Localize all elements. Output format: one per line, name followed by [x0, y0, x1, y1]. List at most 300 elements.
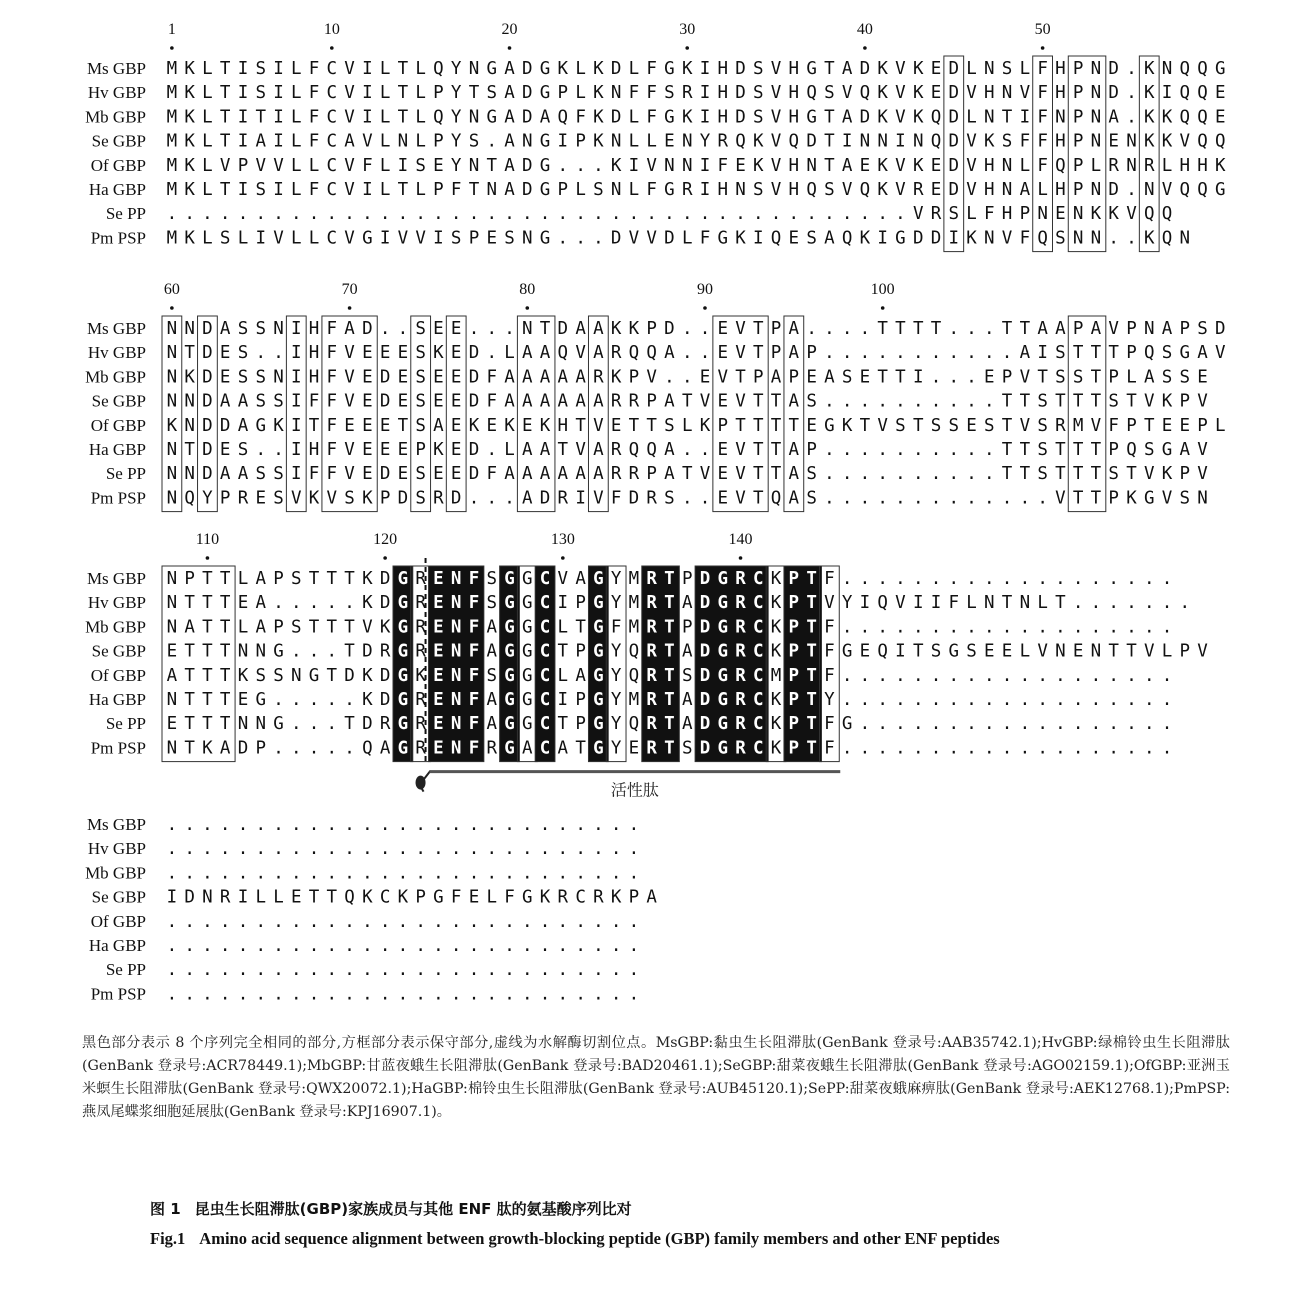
residue: D	[859, 107, 871, 128]
residue: .	[557, 839, 569, 860]
residue: V	[841, 83, 853, 104]
residue: K	[770, 714, 782, 735]
residue: .	[1001, 690, 1013, 710]
residue: .	[628, 960, 640, 981]
residue: N	[735, 180, 746, 200]
residue: .	[1126, 738, 1137, 759]
residue: T	[628, 415, 640, 436]
residue: K	[628, 319, 640, 339]
residue: .	[966, 665, 977, 686]
residue: .	[219, 936, 231, 956]
residue: G	[539, 180, 551, 200]
residue: .	[273, 911, 284, 932]
residue: .	[593, 984, 604, 1005]
residue: E	[717, 391, 729, 412]
residue: .	[166, 204, 178, 225]
residue: A	[1143, 367, 1155, 388]
residue: M	[166, 107, 178, 128]
sequence-name: Se GBP	[91, 641, 146, 661]
residue: K	[610, 367, 622, 388]
residue: C	[326, 180, 338, 200]
residue: F	[610, 488, 622, 509]
residue: .	[877, 738, 888, 759]
residue: E	[379, 415, 391, 436]
residue: E	[1215, 83, 1226, 104]
residue: .	[912, 617, 924, 638]
residue: F	[486, 391, 498, 412]
residue: C	[753, 569, 764, 589]
residue: L	[504, 440, 515, 460]
residue: T	[753, 319, 764, 339]
residue: .	[326, 593, 338, 614]
residue: D	[344, 665, 355, 686]
residue: V	[326, 488, 338, 509]
residue: G	[522, 569, 533, 589]
residue: P	[575, 690, 586, 710]
residue: T	[344, 617, 355, 638]
position-tick	[739, 556, 743, 560]
residue: P	[770, 343, 782, 364]
residue: F	[824, 569, 835, 589]
residue: L	[202, 155, 213, 176]
residue: .	[450, 911, 462, 932]
residue: V	[344, 343, 355, 364]
residue: T	[184, 714, 195, 735]
residue: .	[1090, 617, 1102, 638]
residue: E	[397, 343, 409, 364]
residue: N	[450, 617, 462, 638]
residue: C	[326, 155, 338, 176]
residue: V	[1037, 641, 1048, 662]
residue: V	[344, 464, 355, 485]
residue: V	[646, 367, 657, 388]
residue: A	[824, 228, 835, 249]
residue: P	[717, 415, 729, 436]
residue: D	[948, 155, 960, 176]
residue: L	[291, 83, 302, 104]
residue: V	[895, 593, 906, 614]
sequence-name: Hv GBP	[87, 593, 146, 613]
residue: T	[1090, 488, 1102, 509]
residue: .	[593, 936, 604, 956]
residue: N	[1090, 107, 1102, 128]
residue: P	[1197, 415, 1208, 436]
residue: S	[593, 180, 604, 200]
residue: A	[557, 464, 569, 485]
residue: S	[486, 83, 498, 104]
residue: Y	[450, 83, 462, 104]
residue: .	[717, 204, 729, 225]
residue: P	[1179, 319, 1191, 339]
residue: P	[1072, 107, 1084, 128]
sequence-name: Of GBP	[90, 155, 146, 175]
residue: T	[753, 440, 764, 460]
residue: T	[824, 155, 835, 176]
residue: A	[486, 641, 498, 662]
residue: T	[1126, 464, 1137, 485]
residue: G	[504, 569, 515, 589]
residue: .	[308, 815, 320, 835]
residue: .	[237, 204, 249, 225]
residue: L	[202, 107, 213, 128]
residue: S	[291, 569, 302, 589]
residue: N	[468, 155, 480, 176]
residue: .	[681, 204, 693, 225]
residue: E	[450, 391, 462, 412]
residue: M	[628, 593, 640, 614]
residue: .	[593, 155, 604, 176]
residue: S	[255, 391, 267, 412]
residue: F	[308, 464, 320, 485]
residue: T	[308, 887, 320, 908]
residue: P	[1072, 180, 1084, 200]
residue: N	[166, 367, 178, 388]
residue: .	[468, 204, 480, 225]
residue: Q	[930, 107, 942, 128]
residue: Y	[202, 488, 213, 509]
residue: F	[824, 738, 835, 759]
residue: T	[753, 343, 764, 364]
residue: D	[522, 180, 533, 200]
residue: A	[539, 343, 551, 364]
residue: P	[1179, 464, 1191, 485]
residue: D	[184, 887, 195, 908]
residue: C	[753, 617, 764, 638]
residue: I	[895, 131, 906, 152]
residue: P	[1126, 415, 1137, 436]
residue: S	[237, 343, 249, 364]
residue: D	[379, 569, 391, 589]
residue: H	[557, 415, 569, 436]
residue: A	[593, 464, 604, 485]
residue: S	[824, 180, 835, 200]
residue: .	[1037, 617, 1048, 638]
residue: K	[593, 107, 604, 128]
residue: D	[1215, 319, 1226, 339]
residue: Q	[628, 714, 640, 735]
residue: T	[806, 617, 817, 638]
residue: N	[681, 131, 693, 152]
residue: I	[557, 131, 569, 152]
residue: N	[450, 665, 462, 686]
residue: .	[291, 593, 302, 614]
residue: L	[1037, 180, 1048, 200]
residue: G	[717, 641, 729, 662]
position-number: 100	[870, 281, 895, 298]
residue: Q	[628, 665, 640, 686]
residue: R	[379, 641, 391, 662]
residue: S	[1037, 464, 1048, 485]
residue: I	[628, 155, 640, 176]
residue: .	[1090, 569, 1102, 589]
residue: P	[681, 617, 693, 638]
residue: F	[326, 391, 338, 412]
residue: N	[166, 440, 178, 460]
residue: T	[326, 887, 338, 908]
residue: V	[824, 593, 835, 614]
residue: .	[859, 464, 871, 485]
residue: .	[1055, 665, 1066, 686]
residue: V	[895, 107, 906, 128]
residue: .	[522, 984, 533, 1005]
residue: N	[202, 887, 213, 908]
residue: .	[948, 714, 960, 735]
figure-title-cn	[150, 1198, 632, 1219]
residue: .	[450, 815, 462, 835]
residue: P	[255, 738, 267, 759]
residue: Q	[557, 107, 569, 128]
residue: .	[522, 911, 533, 932]
residue: .	[504, 936, 515, 956]
residue: K	[877, 59, 888, 79]
residue: V	[735, 464, 746, 485]
residue: K	[184, 107, 195, 128]
residue: T	[735, 415, 746, 436]
sequence-name: Mb GBP	[85, 863, 146, 883]
residue: S	[1055, 367, 1066, 388]
residue: .	[219, 815, 231, 835]
residue: .	[308, 690, 320, 710]
residue: G	[486, 107, 498, 128]
residue: F	[362, 155, 373, 176]
residue: .	[1126, 83, 1137, 104]
position-tick	[170, 306, 174, 310]
residue: L	[202, 83, 213, 104]
residue: A	[504, 180, 515, 200]
residue: H	[788, 83, 800, 104]
residue: .	[166, 984, 178, 1005]
residue: S	[681, 665, 693, 686]
residue: G	[308, 665, 320, 686]
residue: T	[308, 617, 320, 638]
residue: V	[699, 391, 711, 412]
residue: Q	[344, 887, 355, 908]
residue: .	[859, 319, 871, 339]
residue: D	[202, 319, 213, 339]
residue: T	[770, 440, 782, 460]
residue: .	[681, 440, 693, 460]
position-number: 90	[696, 281, 713, 298]
residue: A	[522, 391, 533, 412]
residue: G	[397, 738, 409, 759]
residue: A	[770, 367, 782, 388]
residue: I	[291, 319, 302, 339]
residue: L	[379, 83, 391, 104]
residue: K	[593, 59, 604, 79]
residue: P	[770, 319, 782, 339]
residue: A	[504, 59, 515, 79]
residue: R	[1108, 155, 1119, 176]
residue: E	[717, 343, 729, 364]
residue: H	[717, 59, 729, 79]
residue: T	[912, 641, 924, 662]
residue: N	[166, 569, 178, 589]
residue: H	[788, 180, 800, 200]
residue: F	[486, 464, 498, 485]
residue: G	[504, 641, 515, 662]
residue: T	[806, 714, 817, 735]
residue: K	[610, 319, 622, 339]
residue: S	[930, 415, 942, 436]
residue: .	[877, 665, 888, 686]
residue: A	[788, 391, 800, 412]
residue: N	[1161, 59, 1173, 79]
residue: .	[184, 863, 195, 884]
residue: .	[1055, 617, 1066, 638]
sequence-name: Pm PSP	[90, 488, 146, 508]
residue: C	[575, 887, 586, 908]
residue: .	[930, 665, 942, 686]
residue: .	[237, 984, 249, 1005]
residue: .	[575, 960, 586, 981]
residue: .	[912, 665, 924, 686]
residue: V	[735, 488, 746, 509]
active-peptide-label: 活性肽	[610, 780, 659, 800]
residue: T	[1001, 319, 1013, 339]
residue: S	[415, 155, 426, 176]
residue: .	[1001, 569, 1013, 589]
residue: G	[486, 59, 498, 79]
position-number: 60	[163, 281, 180, 298]
residue: S	[255, 83, 267, 104]
residue: S	[824, 83, 835, 104]
residue: I	[273, 107, 284, 128]
residue: L	[415, 131, 426, 152]
residue: .	[379, 911, 391, 932]
residue: S	[468, 131, 480, 152]
residue: .	[522, 204, 533, 225]
residue: G	[397, 690, 409, 710]
residue: Q	[362, 738, 373, 759]
residue: T	[1090, 367, 1102, 388]
residue: N	[1055, 107, 1066, 128]
residue: D	[450, 488, 462, 509]
residue: P	[1072, 131, 1084, 152]
residue: G	[1161, 440, 1173, 460]
residue: T	[806, 665, 817, 686]
residue: A	[539, 464, 551, 485]
residue: R	[415, 617, 426, 638]
residue: P	[1108, 440, 1119, 460]
residue: .	[895, 714, 906, 735]
residue: N	[912, 131, 924, 152]
residue: V	[1143, 464, 1155, 485]
residue: .	[433, 863, 444, 884]
residue: C	[753, 665, 764, 686]
residue: P	[788, 617, 800, 638]
sequence-name: Ms GBP	[86, 815, 146, 834]
residue: A	[504, 83, 515, 104]
residue: .	[202, 960, 213, 981]
residue: T	[859, 415, 871, 436]
residue: V	[1197, 464, 1208, 485]
residue: T	[1055, 391, 1066, 412]
residue: T	[397, 59, 409, 79]
position-number: 80	[519, 281, 536, 298]
residue: F	[450, 887, 462, 908]
residue: .	[1108, 690, 1119, 710]
residue: T	[1108, 343, 1119, 364]
residue: .	[379, 319, 391, 339]
residue: N	[522, 228, 533, 249]
residue: S	[255, 319, 267, 339]
residue: T	[646, 415, 657, 436]
residue: N	[522, 319, 533, 339]
residue: A	[344, 319, 355, 339]
residue: S	[664, 83, 675, 104]
residue: .	[504, 863, 515, 884]
residue: V	[362, 131, 373, 152]
residue: Q	[1197, 59, 1208, 79]
residue: V	[770, 83, 782, 104]
residue: E	[237, 690, 249, 710]
residue: N	[166, 617, 178, 638]
residue: V	[344, 107, 355, 128]
residue: V	[895, 180, 906, 200]
residue: .	[1126, 180, 1137, 200]
residue: .	[202, 863, 213, 884]
residue: A	[504, 131, 515, 152]
residue: .	[966, 367, 977, 388]
residue: T	[397, 415, 409, 436]
residue: Y	[450, 131, 462, 152]
residue: .	[273, 204, 284, 225]
residue: C	[326, 228, 338, 249]
residue: A	[664, 464, 675, 485]
residue: .	[219, 863, 231, 884]
residue: .	[610, 815, 622, 835]
residue: G	[273, 641, 284, 662]
residue: G	[841, 714, 853, 735]
residue: E	[788, 228, 800, 249]
residue: T	[1108, 641, 1119, 662]
residue: E	[255, 488, 267, 509]
residue: E	[859, 641, 871, 662]
residue: C	[753, 738, 764, 759]
residue: .	[184, 911, 195, 932]
residue: .	[930, 488, 942, 509]
residue: S	[255, 180, 267, 200]
residue: .	[859, 440, 871, 460]
residue: .	[859, 714, 871, 735]
residue: K	[362, 569, 373, 589]
residue: .	[450, 863, 462, 884]
residue: .	[166, 936, 178, 956]
residue: .	[1072, 593, 1084, 614]
residue: A	[539, 440, 551, 460]
residue: T	[824, 131, 835, 152]
residue: G	[433, 887, 444, 908]
residue: .	[841, 204, 853, 225]
residue: K	[166, 415, 178, 436]
residue: N	[984, 228, 995, 249]
residue: D	[468, 440, 480, 460]
residue: K	[1090, 204, 1102, 225]
residue: D	[699, 665, 711, 686]
residue: L	[966, 204, 977, 225]
residue: K	[1126, 488, 1137, 509]
residue: .	[486, 936, 498, 956]
residue: R	[610, 391, 622, 412]
residue: A	[486, 690, 498, 710]
residue: T	[806, 569, 817, 589]
residue: D	[379, 593, 391, 614]
residue: .	[966, 569, 977, 589]
residue: .	[557, 863, 569, 884]
residue: E	[806, 415, 817, 436]
residue: N	[610, 83, 622, 104]
residue: G	[255, 690, 267, 710]
